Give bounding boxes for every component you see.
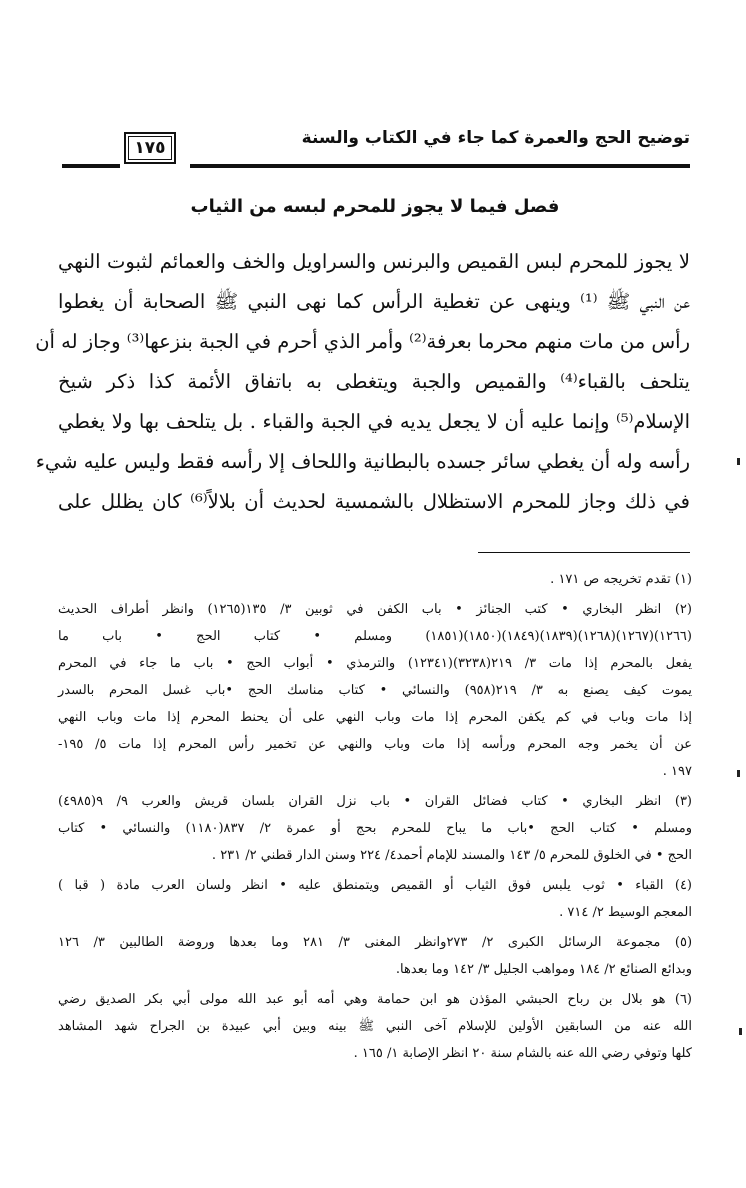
footnote-5: [58, 929, 692, 983]
section-heading: فصل فيما لا يجوز للمحرم لبسه من الثياب: [190, 196, 560, 217]
footnote-2: [58, 596, 692, 785]
footnote-line: ومسلم • كتاب الحج •باب ما يباح للمحرم بحج أو عمرة ٢/ ٨٣٧(١١٨٠) والنسائي • كتاب: [58, 821, 692, 836]
footnote-3: [58, 788, 692, 869]
body-line: يتلحف بالقباء⁽⁴⁾ والقميص والجبة ويتغطى به باتفاق الأئمة كذا ذكر شيخ: [58, 370, 690, 393]
scan-edge-mark: [737, 458, 740, 465]
body-line: لا يجوز للمحرم لبس القميص والبرنس والسراويل والخف والعمائم لثبوت النهي: [58, 250, 690, 273]
header-rule-short: [62, 164, 120, 168]
footnote-line: (٢) انظر البخاري • كتب الجنائز • باب الكفن في ثوبين ٣/ ١٣٥(١٢٦٥) وانظر أطراف الحديث: [58, 602, 692, 617]
scan-edge-mark: [739, 1028, 742, 1035]
footnotes: [58, 566, 692, 1067]
footnote-line: يفعل بالمحرم إذا مات ٣/ ٢١٩(٣٢٣٨)(١٢٣٤١) والترمذي • أبواب الحج • باب ما جاء في المحرم: [58, 656, 692, 671]
page-header: [62, 118, 690, 178]
footnote-6: [58, 986, 692, 1067]
footnote-line: يموت كيف يصنع به ٣/ ٢١٩(٩٥٨) والنسائي • كتاب مناسك الحج •باب غسل المحرم بالسدر: [58, 683, 693, 698]
header-rule: [190, 164, 690, 168]
footnote-separator: [478, 552, 690, 553]
body-line: رأس من مات منهم محرما بعرفة⁽²⁾ وأمر الذي أحرم في الجبة بنزعها⁽³⁾ وجاز له أن: [35, 330, 690, 353]
footnote-line: (٦) هو بلال بن رباح الحبشي المؤذن هو ابن حمامة وهي أمه أبو عبد الله مولى أبي بكر الصديق رضي: [58, 992, 692, 1007]
footnote-line: (٥) مجموعة الرسائل الكبرى ٢/ ٢٧٣وانظر المغنى ٣/ ٢٨١ وما بعدها وروضة الطالبين ٣/ ١٢٦: [58, 935, 693, 950]
body-text: [35, 242, 690, 522]
footnote-line: وبدائع الصنائع ٢/ ١٨٤ ومواهب الجليل ٣/ ١٤٢ وما بعدها.: [395, 962, 692, 977]
body-line: رأسه وله أن يغطي سائر جسده بالبطانية واللحاف إلا رأسه فقط وليس عليه شيء: [35, 450, 690, 473]
body-line: عن النبي ﷺ ⁽¹⁾ وينهى عن تغطية الرأس كما نهى النبي ﷺ الصحابة أن يغطوا: [58, 290, 690, 313]
footnote-line: (٤) القباء • ثوب يلبس فوق الثياب أو القميص ويتمنطق عليه • انظر ولسان العرب مادة ( قبا ): [58, 878, 692, 893]
footnote-line: (١) تقدم تخريجه ص ١٧١ .: [550, 572, 692, 587]
body-line: الإسلام⁽⁵⁾ وإنما عليه أن لا يجعل يديه في الجبة والقباء . بل يتلحف بها ولا يغطي: [58, 410, 690, 433]
footnote-line: ١٩٧ .: [662, 764, 692, 779]
footnote-line: عن أن يخمر وجه المحرم ورأسه إذا مات وباب والنهي عن تخمير رأس المحرم إذا مات ٥/ ١٩٥-: [58, 737, 692, 752]
page-number: ١٧٥: [124, 132, 176, 164]
footnote-4: [58, 872, 692, 926]
footnote-line: الحج • في الخلوق للمحرم ٥/ ١٤٣ والمسند للإمام أحمد٤/ ٢٢٤ وسنن الدار قطني ٢/ ٢٣١ .: [211, 848, 692, 863]
footnote-line: المعجم الوسيط ٢/ ٧١٤ .: [559, 905, 692, 920]
scan-edge-mark: [737, 770, 740, 777]
footnote-1: [58, 566, 692, 593]
footnote-line: (١٢٦٦)(١٢٦٧)(١٢٦٨)(١٨٣٩)(١٨٤٩)(١٨٥٠)(١٨٥١) ومسلم • كتاب الحج • باب ما: [58, 629, 692, 644]
body-line: في ذلك وجاز للمحرم الاستظلال بالشمسية لحديث أن بلالاً⁽⁶⁾ كان يظلل على: [58, 490, 690, 513]
footnote-line: كلها وتوفي رضي الله عنه بالشام سنة ٢٠ انظر الإصابة ١/ ١٦٥ .: [353, 1046, 692, 1061]
footnote-line: إذا مات وباب في كم يكفن المحرم إذا مات وباب النهي على أن يحنط المحرم إذا مات وباب النهي: [58, 710, 692, 725]
footnote-line: الله عنه من السابقين الأولين للإسلام آخى النبي ﷺ بينه وبين أبي عبيدة بن الجراح شهد المشاهد: [58, 1019, 692, 1034]
footnote-line: (٣) انظر البخاري • كتاب فضائل القران • باب نزل القران بلسان قريش والعرب ٩/ ٩(٤٩٨٥): [58, 794, 692, 809]
running-title: توضيح الحج والعمرة كما جاء في الكتاب والسنة: [301, 128, 690, 148]
